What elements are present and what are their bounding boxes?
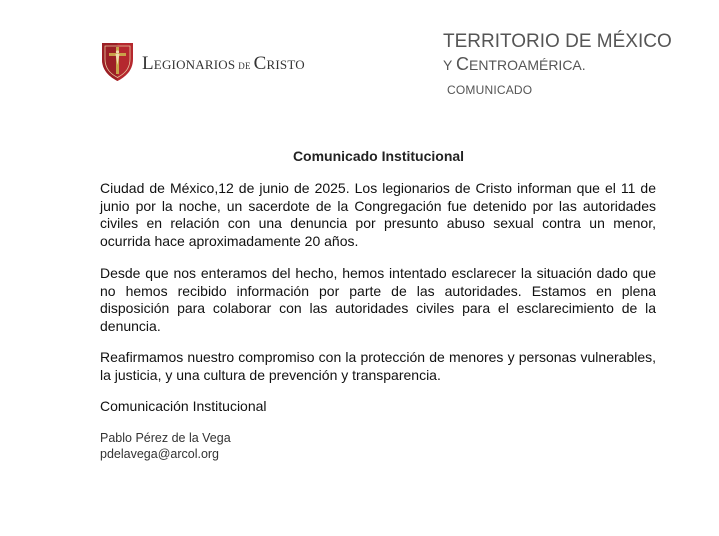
- region-line-2: [443, 53, 703, 76]
- document-title: Comunicado Institucional: [292, 148, 465, 164]
- region-line-1: TERRITORIO DE MÉXICO: [443, 31, 672, 52]
- region-line-2-c: C: [455, 54, 469, 74]
- org-name-part1: Legionarios: [142, 52, 236, 74]
- paragraph-1: Ciudad de México,12 de junio de 2025. Los legionarios de Cristo informan que el 11 de junio por la noche, un sacerdote de la Congregación fue detenido por las autoridades civiles en relación con una denuncia por presunto abuso sexual contra un menor, ocurrida hace aproximadamente 20 años.: [100, 180, 656, 249]
- org-name-part2: de: [238, 56, 251, 72]
- contact-email: pdelavega@arcol.org: [100, 447, 220, 461]
- region-line-2-rest: ENTROAMÉRICA.: [468, 57, 586, 73]
- paragraph-3: Reafirmamos nuestro compromiso con la protección de menores y personas vulnerables, la justicia, y una cultura de prevención y transparencia.: [100, 349, 656, 383]
- org-name-part3: Cristo: [253, 52, 305, 74]
- crest-shield-crucifix-icon: [99, 41, 136, 82]
- document-type-label: COMUNICADO: [447, 83, 533, 97]
- contact-name: Pablo Pérez de la Vega: [100, 431, 231, 445]
- region-heading: [443, 31, 703, 76]
- region-line-2-y: Y: [443, 57, 456, 73]
- organization-name: [142, 54, 305, 73]
- organization-logo: [99, 40, 329, 82]
- paragraph-2: Desde que nos enteramos del hecho, hemos intentado esclarecer la situación dado que no hemos recibido información por parte de las autoridades. Estamos en plena disposición para colaborar con las autoridades civiles para el esclarecimiento de la denuncia.: [100, 265, 656, 334]
- signoff: Comunicación Institucional: [100, 398, 267, 414]
